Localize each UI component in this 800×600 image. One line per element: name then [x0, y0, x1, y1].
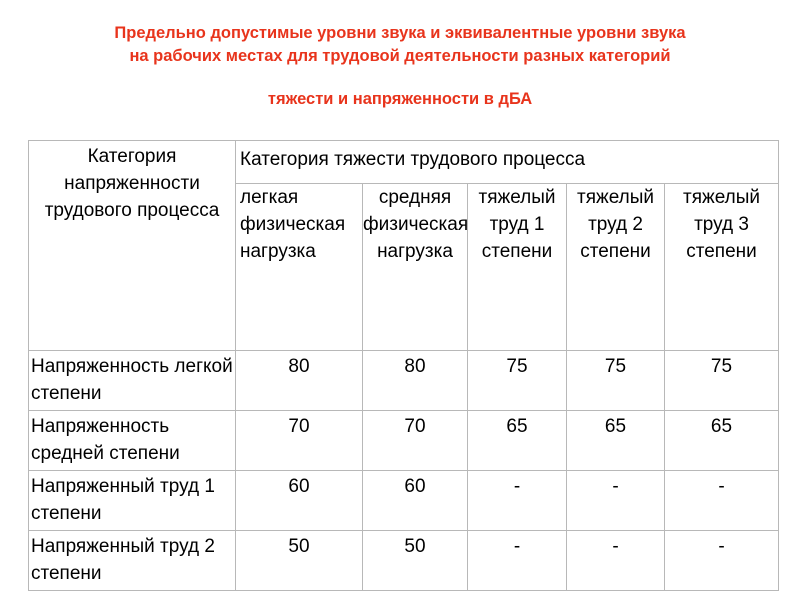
title-line-2: на рабочих местах для трудовой деятельности разных категорий — [129, 47, 671, 65]
table-cell: 75 — [567, 351, 665, 411]
table-cell: - — [468, 531, 567, 591]
page-title — [20, 22, 780, 111]
row-label: Напряженность легкой степени — [29, 351, 236, 411]
table-cell: 50 — [236, 531, 363, 591]
table-cell: 70 — [236, 411, 363, 471]
table-row — [29, 351, 779, 411]
column-header: легкая физическая нагрузка — [236, 184, 363, 351]
table-row — [29, 531, 779, 591]
table-cell: 60 — [236, 471, 363, 531]
row-label: Напряженный труд 2 степени — [29, 531, 236, 591]
row-label: Напряженный труд 1 степени — [29, 471, 236, 531]
column-header: тяжелый труд 3 степени — [665, 184, 779, 351]
table-cell: - — [468, 471, 567, 531]
column-header: тяжелый труд 1 степени — [468, 184, 567, 351]
table-cell: 65 — [665, 411, 779, 471]
table-cell: - — [665, 471, 779, 531]
title-line-3: тяжести и напряженности в дБА — [267, 90, 533, 108]
table-cell: - — [665, 531, 779, 591]
noise-level-table — [28, 140, 779, 591]
table-row — [29, 411, 779, 471]
table-cell: 80 — [363, 351, 468, 411]
table-cell: 60 — [363, 471, 468, 531]
table-cell: - — [567, 471, 665, 531]
table-cell: 70 — [363, 411, 468, 471]
table-cell: 80 — [236, 351, 363, 411]
row-label: Напряженность средней степени — [29, 411, 236, 471]
corner-header: Категория напряженности трудового процесса — [29, 141, 236, 351]
column-header: средняя физическая нагрузка — [363, 184, 468, 351]
table-row — [29, 471, 779, 531]
table-cell: - — [567, 531, 665, 591]
table-cell: 75 — [468, 351, 567, 411]
column-header: тяжелый труд 2 степени — [567, 184, 665, 351]
table-cell: 65 — [468, 411, 567, 471]
table-cell: 50 — [363, 531, 468, 591]
table-cell: 65 — [567, 411, 665, 471]
title-line-1: Предельно допустимые уровни звука и эквивалентные уровни звука — [114, 24, 686, 42]
group-header: Категория тяжести трудового процесса — [236, 141, 779, 184]
table-cell: 75 — [665, 351, 779, 411]
